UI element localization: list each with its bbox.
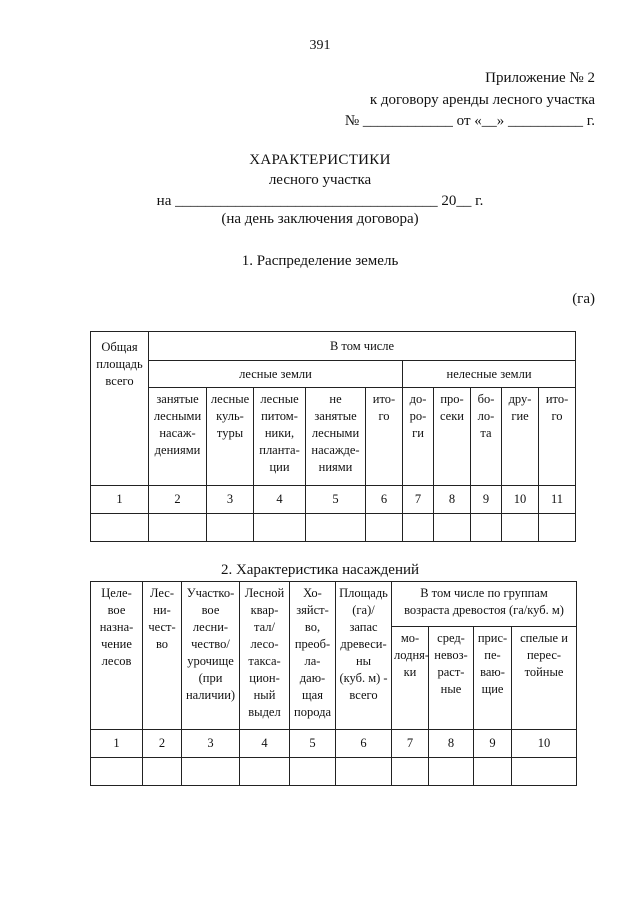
col-number: 6 [366, 486, 403, 514]
document-title: ХАРАКТЕРИСТИКИ [249, 152, 391, 168]
col-header-forestry: Лес- ни- чест- во [143, 582, 182, 730]
col-number: 1 [91, 486, 149, 514]
col-number: 7 [403, 486, 434, 514]
col-header: дру- гие [502, 388, 539, 486]
col-header-quarter: Лесной квар- тал/ лесо- такса- цион- ный выдел [240, 582, 290, 730]
col-header: ито- го [539, 388, 576, 486]
page-number: 391 [309, 38, 331, 53]
col-number: 10 [502, 486, 539, 514]
col-number: 6 [336, 730, 392, 758]
col-header: бо- ло- та [471, 388, 502, 486]
col-header-age: сред- невоз- раст- ные [429, 627, 474, 730]
col-number: 2 [149, 486, 207, 514]
section2-heading: 2. Характеристика насаждений [220, 562, 420, 578]
col-number: 4 [240, 730, 290, 758]
col-number: 11 [539, 486, 576, 514]
header-age-groups: В том числе по группам возраста древостоя (га/куб. м) [392, 582, 577, 627]
col-number: 2 [143, 730, 182, 758]
header-nonforest-lands: нелесные земли [403, 361, 576, 388]
col-number: 4 [254, 486, 306, 514]
col-header: не занятые лесными насажде- ниями [306, 388, 366, 486]
col-header-species: Хо- зяйст- во, преоб- ла- даю- щая порода [290, 582, 336, 730]
col-header-age: прис- пе- ваю- щие [474, 627, 512, 730]
table-row [91, 758, 577, 786]
land-distribution-table [90, 331, 576, 542]
date-line: на ___________________________________ 20__ г. [156, 193, 484, 209]
col-header-area: Площадь (га)/ запас древеси- ны (куб. м) - всего [336, 582, 392, 730]
header-including: В том числе [149, 332, 576, 361]
col-number: 1 [91, 730, 143, 758]
document-subtitle: лесного участка [268, 172, 372, 188]
header-forest-lands: лесные земли [149, 361, 403, 388]
col-number: 5 [290, 730, 336, 758]
plantation-table [90, 581, 577, 786]
col-number: 3 [182, 730, 240, 758]
col-header-purpose: Целе- вое назна- чение лесов [91, 582, 143, 730]
col-number: 9 [474, 730, 512, 758]
col-number: 8 [434, 486, 471, 514]
col-number: 10 [512, 730, 577, 758]
col-header: занятые лесными насаж- дениями [149, 388, 207, 486]
col-header-age: мо- лодня- ки [392, 627, 429, 730]
col-number: 7 [392, 730, 429, 758]
col-header: лесные куль- туры [207, 388, 254, 486]
date-note: (на день заключения договора) [221, 211, 419, 227]
section1-heading: 1. Распределение земель [241, 253, 399, 269]
col-number: 3 [207, 486, 254, 514]
col-header-district-forestry: Участко- вое лесни- чество/ урочище (при наличии) [182, 582, 240, 730]
unit-label: (га) [572, 291, 595, 307]
col-header-age: спелые и перес- тойные [512, 627, 577, 730]
col-number: 9 [471, 486, 502, 514]
table-row [91, 514, 576, 542]
appendix-number-date: № ____________ от «__» __________ г. [344, 113, 595, 129]
appendix-contract: к договору аренды лесного участка [369, 92, 595, 108]
col-header: ито- го [366, 388, 403, 486]
col-header: про- секи [434, 388, 471, 486]
col-header: лесные питом- ники, планта- ции [254, 388, 306, 486]
appendix-title: Приложение № 2 [485, 70, 595, 86]
col-number: 8 [429, 730, 474, 758]
col-number: 5 [306, 486, 366, 514]
header-total-area: Общая площадь всего [91, 332, 149, 486]
col-header: до- ро- ги [403, 388, 434, 486]
